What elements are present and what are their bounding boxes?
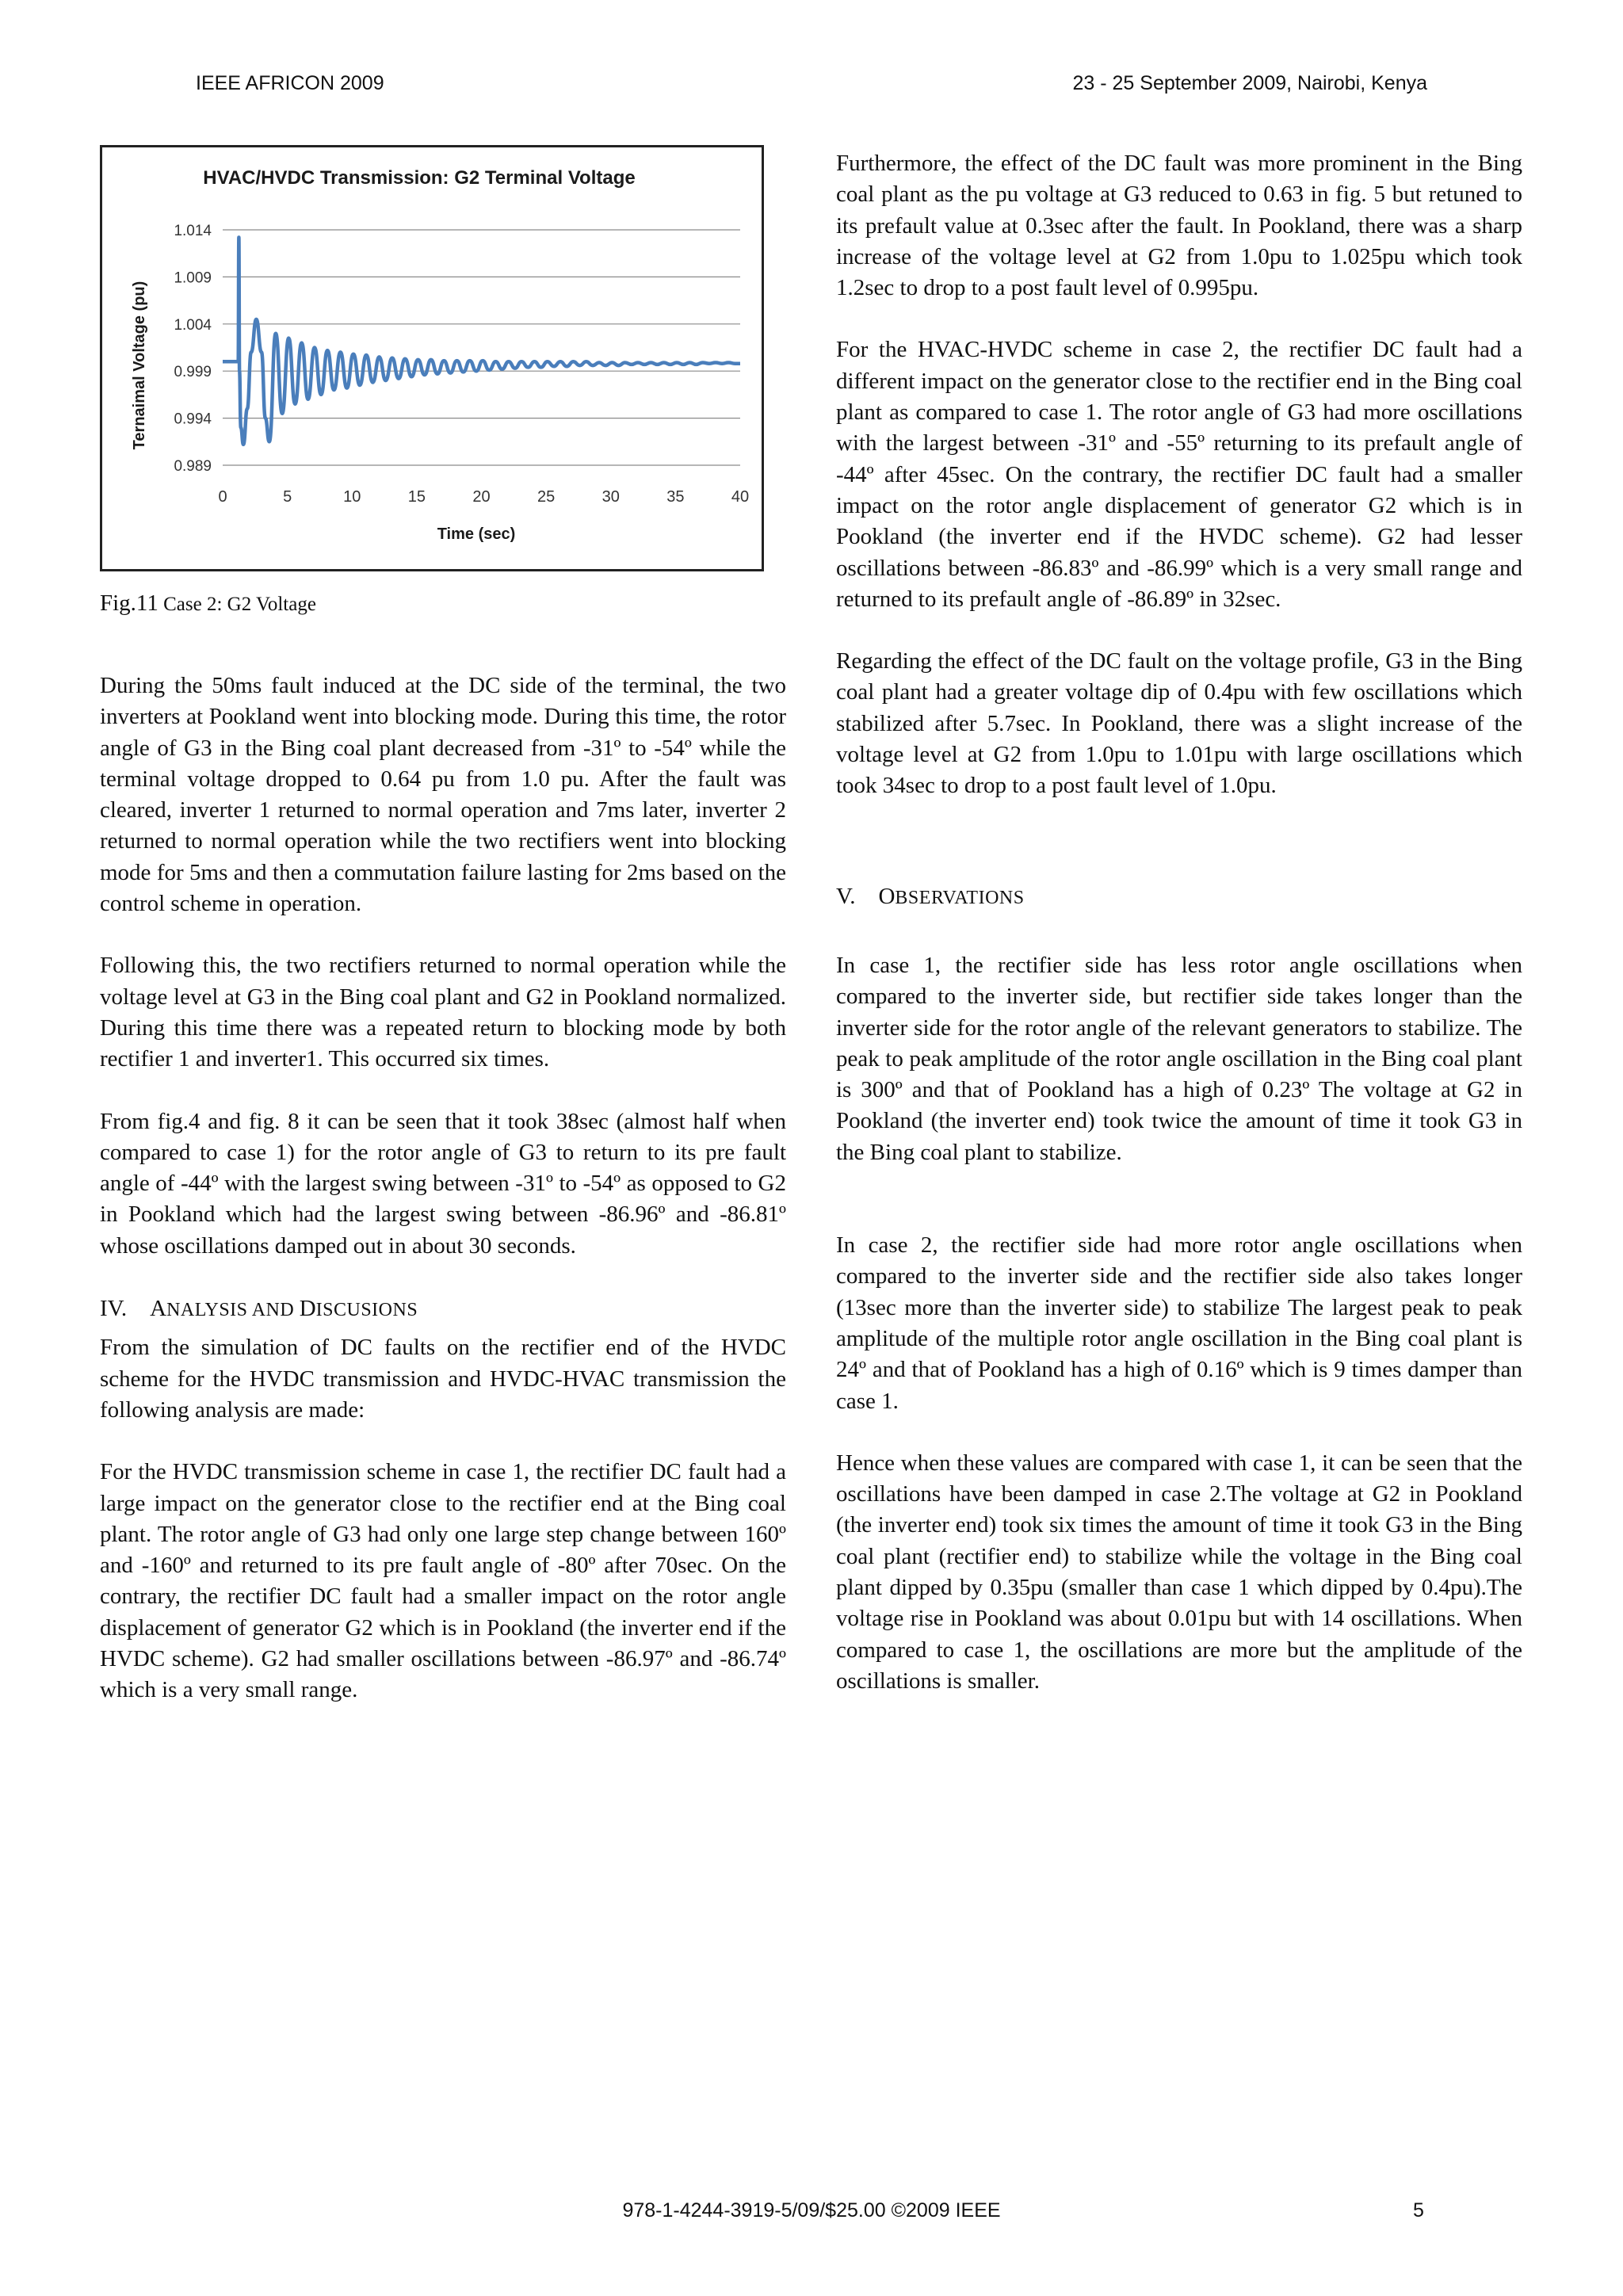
y-tick-label: 1.004 — [174, 316, 212, 334]
y-tick-label: 1.014 — [174, 223, 212, 239]
chart-title: HVAC/HVDC Transmission: G2 Terminal Voltage — [203, 167, 636, 189]
x-tick-label: 5 — [283, 488, 292, 506]
paragraph: Regarding the effect of the DC fault on the voltage profile, G3 in the Bing coal plant had a greater voltage dip of 0.4pu with few oscillations which stabilized after 5.7sec. In Pookland, there was a slight increase of the voltage level at G2 from 1.0pu to 1.01pu with large oscillations which took 34sec to drop to a post fault level of 1.0pu. — [836, 648, 1522, 799]
figure-caption — [100, 590, 316, 617]
left-column — [100, 670, 786, 1706]
paragraph: From the simulation of DC faults on the rectifier end of the HVDC scheme for the HVDC transmission and HVDC-HVAC transmission the following analysis are made: — [100, 1335, 786, 1423]
x-tick-label: 10 — [343, 488, 361, 506]
page-number: 5 — [1413, 2199, 1424, 2222]
y-tick-label: 1.009 — [174, 269, 212, 287]
heading-number: V. — [836, 883, 856, 909]
heading-smallcaps: BSERVATIONS — [895, 887, 1025, 908]
x-tick-label: 20 — [472, 488, 491, 506]
x-tick-label: 0 — [218, 488, 227, 506]
paragraph: For the HVAC-HVDC scheme in case 2, the rectifier DC fault had a different impact on the generator close to the rectifier end in the Bing coal plant as compared to case 1. The rotor angle of G3 had more oscillations with the largest between -31º and -55º returning to its prefault angle of -44º after 45sec. On the contrary, the rectifier DC fault had a smaller impact on the rotor angle displacement of generator G2 which is in Pookland (the inverter end if the HVDC scheme). G2 had lesser oscillations between -86.83º and -86.99º which is a very small range and returned to its prefault angle of -86.89º in 32sec. — [836, 337, 1522, 612]
figure-caption-text: Case 2: G2 Voltage — [158, 594, 316, 615]
paragraph: From fig.4 and fig. 8 it can be seen that it took 38sec (almost half when compared to case 1) for the rotor angle of G3 to return to its pre fault angle of -44º with the largest swing between -31º to -54º as opposed to G2 in Pookland which had the largest swing between -86.96º and -86.81º whose oscillations damped out in about 30 seconds. — [100, 1108, 786, 1259]
right-column — [836, 148, 1522, 1697]
x-tick-label: 35 — [666, 488, 685, 506]
paragraph: Furthermore, the effect of the DC fault was more prominent in the Bing coal plant as the pu voltage at G3 reduced to 0.63 in fig. 5 but retuned to its prefault value at 0.3sec after the fault. In Pookland, there was a sharp increase of the voltage level at G2 from 1.0pu to 1.025pu which took 1.2sec to drop to a post fault level of 0.995pu. — [836, 151, 1522, 301]
x-tick-label: 40 — [731, 488, 750, 506]
y-tick-label: 0.999 — [174, 364, 212, 381]
figure-chart — [100, 145, 764, 571]
section-heading-analysis — [100, 1293, 786, 1326]
figure-caption-prefix: Fig.11 — [100, 590, 158, 616]
heading-letter: O — [878, 883, 896, 909]
x-tick-label: 30 — [601, 488, 620, 506]
paragraph: During the 50ms fault induced at the DC side of the terminal, the two inverters at Pookland went into blocking mode. During this time, the rotor angle of G3 in the Bing coal plant decreased from -31º to -54º while the terminal voltage dropped to 0.64 pu from 1.0 pu. After the fault was cleared, inverter 1 returned to normal operation and 7ms later, inverter 2 returned to normal operation while the two rectifiers went into blocking mode for 5ms and then a commutation failure lasting for 2ms based on the control scheme in operation. — [100, 673, 786, 917]
conference-date: 23 - 25 September 2009, Nairobi, Kenya — [1072, 72, 1427, 94]
x-tick-label: 25 — [537, 488, 556, 506]
paragraph: In case 1, the rectifier side has less rotor angle oscillations when compared to the inverter side, but rectifier side takes longer than the inverter side for the rotor angle of the relevant generators to stabilize. The peak to peak amplitude of the rotor angle oscillation in the Bing coal plant is 300º and that of Pookland has a high of 0.23º The voltage at G2 in Pookland (the inverter end) took twice the amount of time it took G3 in the Bing coal plant to stabilize. — [836, 952, 1522, 1165]
chart-svg — [102, 147, 762, 569]
paragraph: In case 2, the rectifier side had more rotor angle oscillations when compared to the inverter side and the rectifier side also takes longer (13sec more than the inverter side) to stabilize The largest peak to peak amplitude of the multiple rotor angle oscillation in the Bing coal plant is 24º and that of Pookland has a high of 0.16º which is 9 times damper than case 1. — [836, 1232, 1522, 1414]
heading-smallcaps: ISCUSIONS — [315, 1300, 418, 1321]
paragraph: Hence when these values are compared with case 1, it can be seen that the oscillations have been damped in case 2.The voltage at G2 in Pookland (the inverter end) took six times the amount of time it took G3 in the Bing coal plant (rectifier end) to stabilize while the voltage in the Bing coal plant dipped by 0.35pu (smaller than case 1 which dipped by 0.4pu).The voltage rise in Pookland was about 0.01pu but with 14 oscillations. When compared to case 1, the oscillations are more but the amplitude of the oscillations is smaller. — [836, 1450, 1522, 1694]
series-line-g2-voltage — [223, 238, 740, 445]
y-tick-label: 0.994 — [174, 411, 212, 428]
paragraph: For the HVDC transmission scheme in case 1, the rectifier DC fault had a large impact on the generator close to the rectifier end at the Bing coal plant. The rotor angle of G3 had only one large step change between 160º and -160º and returned to its pre fault angle of -80º after 70sec. On the contrary, the rectifier DC fault had a smaller impact on the rotor angle displacement of generator G2 which is in Pookland (the inverter end if the HVDC scheme). G2 had smaller oscillations between -86.97º and -86.74º which is a very small range. — [100, 1459, 786, 1703]
x-tick-label: 15 — [407, 488, 426, 506]
x-axis-label: Time (sec) — [437, 525, 516, 543]
heading-smallcaps: NALYSIS AND — [166, 1300, 300, 1321]
heading-letter: D — [299, 1296, 316, 1322]
heading-number: IV. — [100, 1296, 128, 1322]
paragraph: Following this, the two rectifiers returned to normal operation while the voltage level at G3 in the Bing coal plant and G2 in Pookland normalized. During this time there was a repeated return to blocking mode by both rectifier 1 and inverter1. This occurred six times. — [100, 953, 786, 1072]
y-axis-label: Ternaimal Voltage (pu) — [131, 281, 148, 450]
y-tick-label: 0.989 — [174, 458, 212, 475]
section-heading-observations — [836, 881, 1522, 914]
conference-name: IEEE AFRICON 2009 — [196, 72, 384, 94]
copyright-footer: 978-1-4244-3919-5/09/$25.00 ©2009 IEEE — [622, 2199, 1001, 2222]
heading-letter: A — [150, 1296, 167, 1322]
